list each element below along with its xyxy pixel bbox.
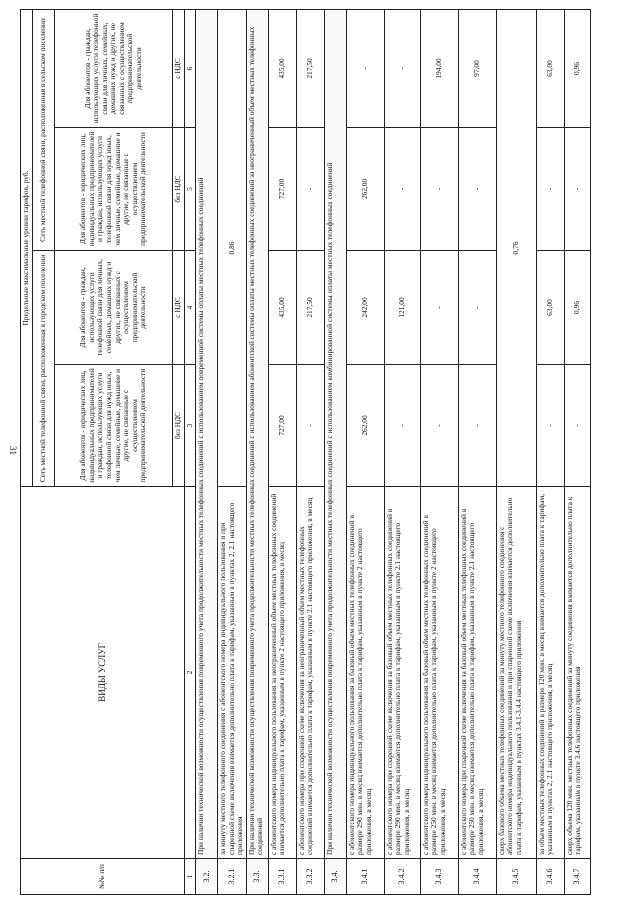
row-number: 3.3.2 (296, 859, 324, 895)
header-with-vat-1: с НДС (173, 251, 185, 365)
header-city-citizens: Для абонентов - граждан, использующих услуги телефонной связи для личных, семейных, домашних нужд и других, не связанных с осуществлением предпринимательской деятельности (55, 251, 173, 365)
header-tariffs: Предельные максимальные уровни тарифов, руб. (21, 10, 33, 487)
service-description: При наличии технической возможности осуществления повременного учета продолжительности местных телефонных соединений с использованием комбинированной системы оплаты местных телефонных соединений (324, 10, 346, 859)
service-description: При наличии технической возможности осуществления повременного учета продолжительности местных телефонных соединений с использованием повременной системы оплаты местных телефонных соединений (196, 10, 218, 859)
tariff-value: - (458, 128, 496, 251)
service-description: за минуту местного телефонного соединения с абонентского номера индивидуального пользования и при спаренной схеме включения взимается дополнительно плата к тарифам, указанным в пунктах 2, 2.1 настоящего приложения (218, 487, 247, 859)
table-row (564, 10, 590, 895)
tariff-value: 727,00 (268, 365, 296, 487)
tariff-value: - (420, 128, 458, 251)
header-index: 6 (184, 10, 196, 128)
service-description: с абонентского номера при спаренной схеме включения за неограниченный объем местных телефонных соединений взимается дополнительно плата к тарифам, указанным в пункте 2.1 настоящего приложения, в месяц (296, 487, 324, 859)
tariff-value: 217,50 (296, 251, 324, 365)
row-number: 3.4.4 (458, 859, 496, 895)
section-row (196, 10, 218, 895)
service-description: При наличии технической возможности осуществления повременного учета продолжительности местных телефонных соединений с использованием абонентской системы оплаты местных телефонных соединений за неограниченный объем местных телефонных соединений (246, 10, 268, 859)
row-number: 3.4.1 (346, 859, 384, 895)
header-index: 4 (184, 251, 196, 365)
section-row (324, 10, 346, 895)
header-index: 2 (184, 487, 196, 859)
page-number: 31 (8, 446, 18, 455)
row-number: 3.2.1 (218, 859, 247, 895)
table-row (346, 10, 384, 895)
service-description: с абонентского номера при спаренной схеме включения за базовый объем местных телефонных соединений в размере 290 мин. в месяц взимается дополнительно плата к тарифам, указанным в пункте 2.1 настоящего приложения, в месяц (384, 487, 420, 859)
header-city-legal: Для абонентов - юридических лиц, индивидуальных предпринимателей и граждан, использующих услуги телефонной связи для нужд иных, чем личные, семейные, домашние и другие, не связанные с осуществлением предпринимательской деятельности (55, 365, 173, 487)
table-header (21, 10, 196, 895)
header-with-vat-2: с НДС (173, 10, 185, 128)
tariff-value: - (458, 251, 496, 365)
row-number: 3.3. (246, 859, 268, 895)
table-row (218, 10, 247, 895)
row-number: 3.4.7 (564, 859, 590, 895)
tariff-value: - (564, 365, 590, 487)
row-number: 3.4.6 (536, 859, 564, 895)
table-row (268, 10, 296, 895)
tariff-value: - (384, 10, 420, 128)
table-row (420, 10, 458, 895)
tariff-value: 262,00 (346, 365, 384, 487)
tariff-value: 97,00 (458, 10, 496, 128)
service-description: с абонентского номера индивидуального пользования за базовый объем местных телефонных соединений в размере 250 мин. в месяц взимается дополнительно плата к тарифам, указанным в пункте 2 настоящего приложения, в месяц (420, 487, 458, 859)
tariff-value: 727,00 (268, 128, 296, 251)
tariff-value: - (384, 365, 420, 487)
header-num: №№ п/п (21, 859, 185, 895)
header-index: 3 (184, 365, 196, 487)
tariff-value: - (420, 251, 458, 365)
tariff-value: 217,50 (296, 10, 324, 128)
tariff-value: 0,86 (218, 10, 247, 487)
tariff-value: 435,00 (268, 251, 296, 365)
header-city: Сеть местной телефонной связи, расположенная в городском поселении (33, 251, 55, 487)
header-index: 1 (184, 859, 196, 895)
tariff-value: 242,00 (346, 251, 384, 365)
tariff-value: 0,76 (496, 10, 536, 487)
header-rural: Сеть местной телефонной связи, расположенная в сельском поселении (33, 10, 55, 251)
row-number: 3.4. (324, 859, 346, 895)
header-rural-citizens: Для абонентов - граждан, использующих услуги телефонной связи для личных, семейных, домашних нужд и других, не связанных с осуществлением предпринимательской деятельности (55, 10, 173, 128)
service-description: с абонентского номера индивидуального пользования за неограниченный объем местных телефонных соединений взимается дополнительно плата к тарифам, указанным в пункте 2 настоящего приложения, в месяц (268, 487, 296, 859)
table-row (458, 10, 496, 895)
service-description: за объем местных телефонных соединений в размере 120 мин. в месяц взимается дополнительно плата к тарифам, указанным в пунктах 2, 2.1 настоящего приложения, в месяц (536, 487, 564, 859)
tariff-value: - (536, 128, 564, 251)
row-number: 3.4.3 (420, 859, 458, 895)
table-body (196, 10, 591, 895)
tariff-value: - (458, 365, 496, 487)
service-description: с абонентского номера при спаренной схеме включения за базовый объем местных телефонных соединений в размере 250 мин. в месяц взимается дополнительно плата к тарифам, указанным в пункте 2.1 настоящего приложения, в месяц (458, 487, 496, 859)
row-number: 3.4.2 (384, 859, 420, 895)
tariff-table (20, 9, 591, 895)
header-index: 5 (184, 128, 196, 251)
section-row (246, 10, 268, 895)
header-no-vat-2: без НДС (173, 128, 185, 251)
service-description: сверх базового объема местных телефонных соединений за минуту местного телефонного соединения с абонентского номера индивидуального пользования и при спаренной схеме включения взимается дополнительно плата к тарифам, указанным в пунктах 3.4.1-3.4.4 настоящего приложения (496, 487, 536, 859)
header-services: ВИДЫ УСЛУГ (21, 487, 185, 859)
tariff-value: 262,00 (346, 128, 384, 251)
rotated-page (20, 10, 620, 895)
tariff-value: - (536, 365, 564, 487)
header-rural-legal: Для абонентов - юридических лиц, индивидуальных предпринимателей и граждан, использующих услуги телефонной связи для нужд иных, чем личные, семейные, домашние и другие, не связанные с осуществлением предпринимательской деятельности (55, 128, 173, 251)
tariff-value: 121,00 (384, 251, 420, 365)
service-description: сверх объема 120 мин. местных телефонных соединений за минуту соединения взимается дополнительно плата к тарифам, указанным в пункте 3.4.6 настоящего приложения (564, 487, 590, 859)
table-row (384, 10, 420, 895)
tariff-value: - (346, 10, 384, 128)
table-row (536, 10, 564, 895)
header-no-vat-1: без НДС (173, 365, 185, 487)
service-description: с абонентского номера индивидуального пользования за базовый объем местных телефонных соединений в размере 290 мин. в месяц взимается дополнительно плата к тарифам, указанным в пункте 2 настоящего приложения, в месяц (346, 487, 384, 859)
tariff-value: - (296, 128, 324, 251)
tariff-value: - (296, 365, 324, 487)
table-row (496, 10, 536, 895)
tariff-value: - (420, 365, 458, 487)
tariff-value: 63,00 (536, 251, 564, 365)
row-number: 3.2. (196, 859, 218, 895)
tariff-value: 0,96 (564, 10, 590, 128)
row-number: 3.3.1 (268, 859, 296, 895)
tariff-value: 63,00 (536, 10, 564, 128)
table-row (296, 10, 324, 895)
tariff-value: - (564, 128, 590, 251)
tariff-value: - (384, 128, 420, 251)
tariff-value: 435,00 (268, 10, 296, 128)
tariff-value: 0,96 (564, 251, 590, 365)
row-number: 3.4.5 (496, 859, 536, 895)
tariff-value: 194,00 (420, 10, 458, 128)
